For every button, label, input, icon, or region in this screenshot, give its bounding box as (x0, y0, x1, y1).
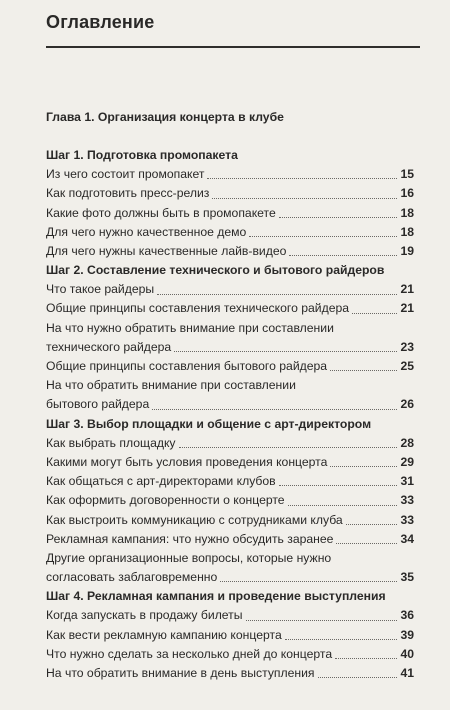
toc-entry (46, 300, 414, 319)
toc-entry-title: Как вести рекламную кампанию концерта (46, 627, 282, 642)
toc-page-number: 16 (400, 186, 414, 201)
toc-entry (46, 319, 414, 338)
toc-entry (46, 434, 414, 453)
dot-leader (249, 236, 397, 237)
toc-page-number: 33 (400, 493, 414, 508)
toc-entry (46, 607, 414, 626)
dot-leader (212, 198, 397, 199)
dot-leader (288, 505, 397, 506)
toc-entry (46, 491, 414, 510)
toc-entry-title: Какими могут быть условия проведения концерта (46, 454, 328, 469)
toc-page-number: 18 (400, 224, 414, 239)
toc-entry (46, 204, 414, 223)
toc-step-heading (46, 146, 414, 165)
toc-page-number: 18 (400, 205, 414, 220)
dot-leader (346, 524, 397, 525)
dot-leader (352, 313, 397, 314)
toc-entry (46, 338, 414, 357)
toc-entry-title: На что обратить внимание при составлении (46, 378, 296, 393)
toc-entry (46, 549, 414, 568)
toc-entry-title: Общие принципы составления технического райдера (46, 301, 350, 316)
toc-entry-title: бытового райдера (46, 397, 150, 412)
toc-entry-title: Шаг 3. Выбор площадки и общение с арт-директором (46, 416, 372, 431)
toc-entry-title: Как выбрать площадку (46, 435, 176, 450)
toc-entry-title: Как выстроить коммуникацию с сотрудниками клуба (46, 512, 343, 527)
dot-leader (289, 255, 397, 256)
toc-entry-title: Что такое райдеры (46, 282, 155, 297)
toc-entry-title: Общие принципы составления бытового райдера (46, 359, 328, 374)
toc-page-number: 31 (400, 474, 414, 489)
toc-page-number: 35 (400, 570, 414, 585)
toc-step-heading (46, 587, 414, 606)
toc-entry-title: Шаг 1. Подготовка промопакета (46, 147, 238, 162)
toc-entry (46, 568, 414, 587)
toc-entry-title: Рекламная кампания: что нужно обсудить заранее (46, 531, 334, 546)
toc-page-number: 28 (400, 435, 414, 450)
toc-entry-title: Шаг 2. Составление технического и бытового райдеров (46, 263, 385, 278)
toc-page-number: 40 (400, 646, 414, 661)
dot-leader (179, 447, 397, 448)
page-title: Оглавление (46, 12, 155, 32)
toc-page-number: 19 (400, 243, 414, 258)
dot-leader (335, 658, 397, 659)
toc-entry (46, 357, 414, 376)
toc-page-number: 29 (400, 454, 414, 469)
toc-page-number: 21 (400, 301, 414, 316)
toc-entry (46, 280, 414, 299)
toc-page-number: 33 (400, 512, 414, 527)
toc-page-number: 23 (400, 339, 414, 354)
chapter-heading: Глава 1. Организация концерта в клубе (46, 110, 284, 124)
dot-leader (246, 620, 397, 621)
toc-entry (46, 664, 414, 683)
toc-page-number: 21 (400, 282, 414, 297)
toc-page-number: 34 (400, 531, 414, 546)
toc-entry (46, 472, 414, 491)
toc-entry-title: Когда запускать в продажу билеты (46, 608, 243, 623)
toc-entry-title: технического райдера (46, 339, 172, 354)
toc-entry (46, 184, 414, 203)
dot-leader (152, 409, 397, 410)
toc-entry-title: согласовать заблаговременно (46, 570, 218, 585)
toc-entry-title: Как подготовить пресс-релиз (46, 186, 210, 201)
dot-leader (220, 581, 397, 582)
dot-leader (207, 178, 397, 179)
toc-entry-title: Как общаться с арт-директорами клубов (46, 474, 276, 489)
table-of-contents (46, 146, 414, 683)
toc-entry (46, 645, 414, 664)
toc-page-number: 36 (400, 608, 414, 623)
toc-page-number: 26 (400, 397, 414, 412)
toc-entry-title: На что нужно обратить внимание при составлении (46, 320, 334, 335)
toc-entry (46, 395, 414, 414)
dot-leader (157, 294, 397, 295)
dot-leader (279, 485, 397, 486)
toc-entry (46, 165, 414, 184)
toc-entry-title: Для чего нужны качественные лайв-видео (46, 243, 287, 258)
toc-entry (46, 511, 414, 530)
toc-entry-title: Из чего состоит промопакет (46, 167, 205, 182)
toc-entry-title: На что обратить внимание в день выступления (46, 666, 315, 681)
toc-entry (46, 626, 414, 645)
toc-entry-title: Для чего нужно качественное демо (46, 224, 247, 239)
toc-step-heading (46, 261, 414, 280)
toc-entry-title: Другие организационные вопросы, которые нужно (46, 550, 332, 565)
toc-page-number: 15 (400, 167, 414, 182)
toc-entry-title: Шаг 4. Рекламная кампания и проведение выступления (46, 589, 386, 604)
toc-entry-title: Какие фото должны быть в промопакете (46, 205, 276, 220)
dot-leader (330, 466, 397, 467)
dot-leader (318, 677, 397, 678)
dot-leader (279, 217, 397, 218)
toc-page-number: 39 (400, 627, 414, 642)
toc-entry (46, 242, 414, 261)
dot-leader (336, 543, 397, 544)
title-divider (46, 46, 420, 48)
toc-entry (46, 223, 414, 242)
dot-leader (174, 351, 397, 352)
toc-step-heading (46, 415, 414, 434)
toc-entry-title: Как оформить договоренности о концерте (46, 493, 285, 508)
toc-page-number: 41 (400, 666, 414, 681)
toc-page-number: 25 (400, 359, 414, 374)
toc-entry (46, 453, 414, 472)
dot-leader (285, 639, 397, 640)
dot-leader (330, 370, 397, 371)
toc-entry (46, 530, 414, 549)
toc-entry-title: Что нужно сделать за несколько дней до концерта (46, 646, 333, 661)
toc-entry (46, 376, 414, 395)
